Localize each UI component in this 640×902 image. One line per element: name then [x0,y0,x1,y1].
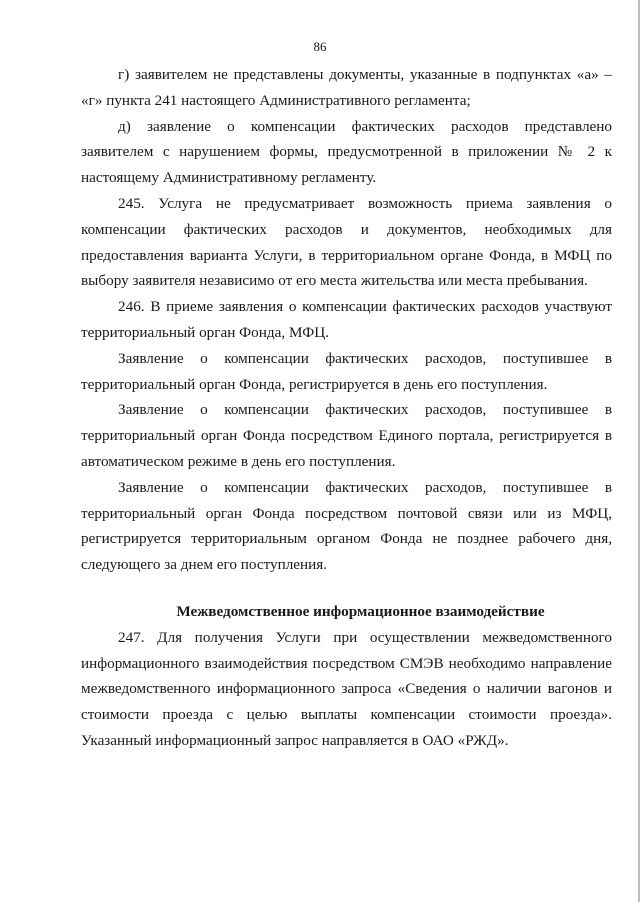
paragraph-247: 247. Для получения Услуги при осуществлении межведомственного информационного взаимодействия посредством СМЭВ необходимо направление межведомственного информационного запроса «Сведения о наличии вагонов и стоимости проезда с целью выплаты компенсации стоимости проезда». Указанный информационный запрос направляется в ОАО «РЖД». [81,628,612,749]
paragraph-d: д) заявление о компенсации фактических расходов представлено заявителем с нарушением формы, предусмотренной в приложении № 2 к настоящему Административному регламенту. [81,117,612,187]
document-body [81,62,612,754]
paragraph-246: 246. В приеме заявления о компенсации фактических расходов участвуют территориальный орган Фонда, МФЦ. [81,298,612,341]
paragraph-registration-portal: Заявление о компенсации фактических расходов, поступившее в территориальный орган Фонда посредством Единого портала, регистрируется в автоматическом режиме в день его поступления. [81,401,612,470]
paragraph-registration-mail: Заявление о компенсации фактических расходов, поступившее в территориальный орган Фонда посредством почтовой связи или из МФЦ, регистрируется территориальным органом Фонда не позднее рабочего дня, следующего за днем его поступления. [81,478,612,574]
paragraph-245: 245. Услуга не предусматривает возможность приема заявления о компенсации фактических расходов и документов, необходимых для предоставления варианта Услуги, в территориальном органе Фонда, в МФЦ по выбору заявителя независимо от его места жительства или места пребывания. [81,194,612,290]
section-heading: Межведомственное информационное взаимодействие [176,602,545,620]
paragraph-registration-office: Заявление о компенсации фактических расходов, поступившее в территориальный орган Фонда, регистрируется в день его поступления. [81,349,612,393]
paragraph-g: г) заявителем не представлены документы, указанные в подпунктах «а» – «г» пункта 241 настоящего Административного регламента; [81,66,612,109]
page-number: 86 [313,39,327,54]
